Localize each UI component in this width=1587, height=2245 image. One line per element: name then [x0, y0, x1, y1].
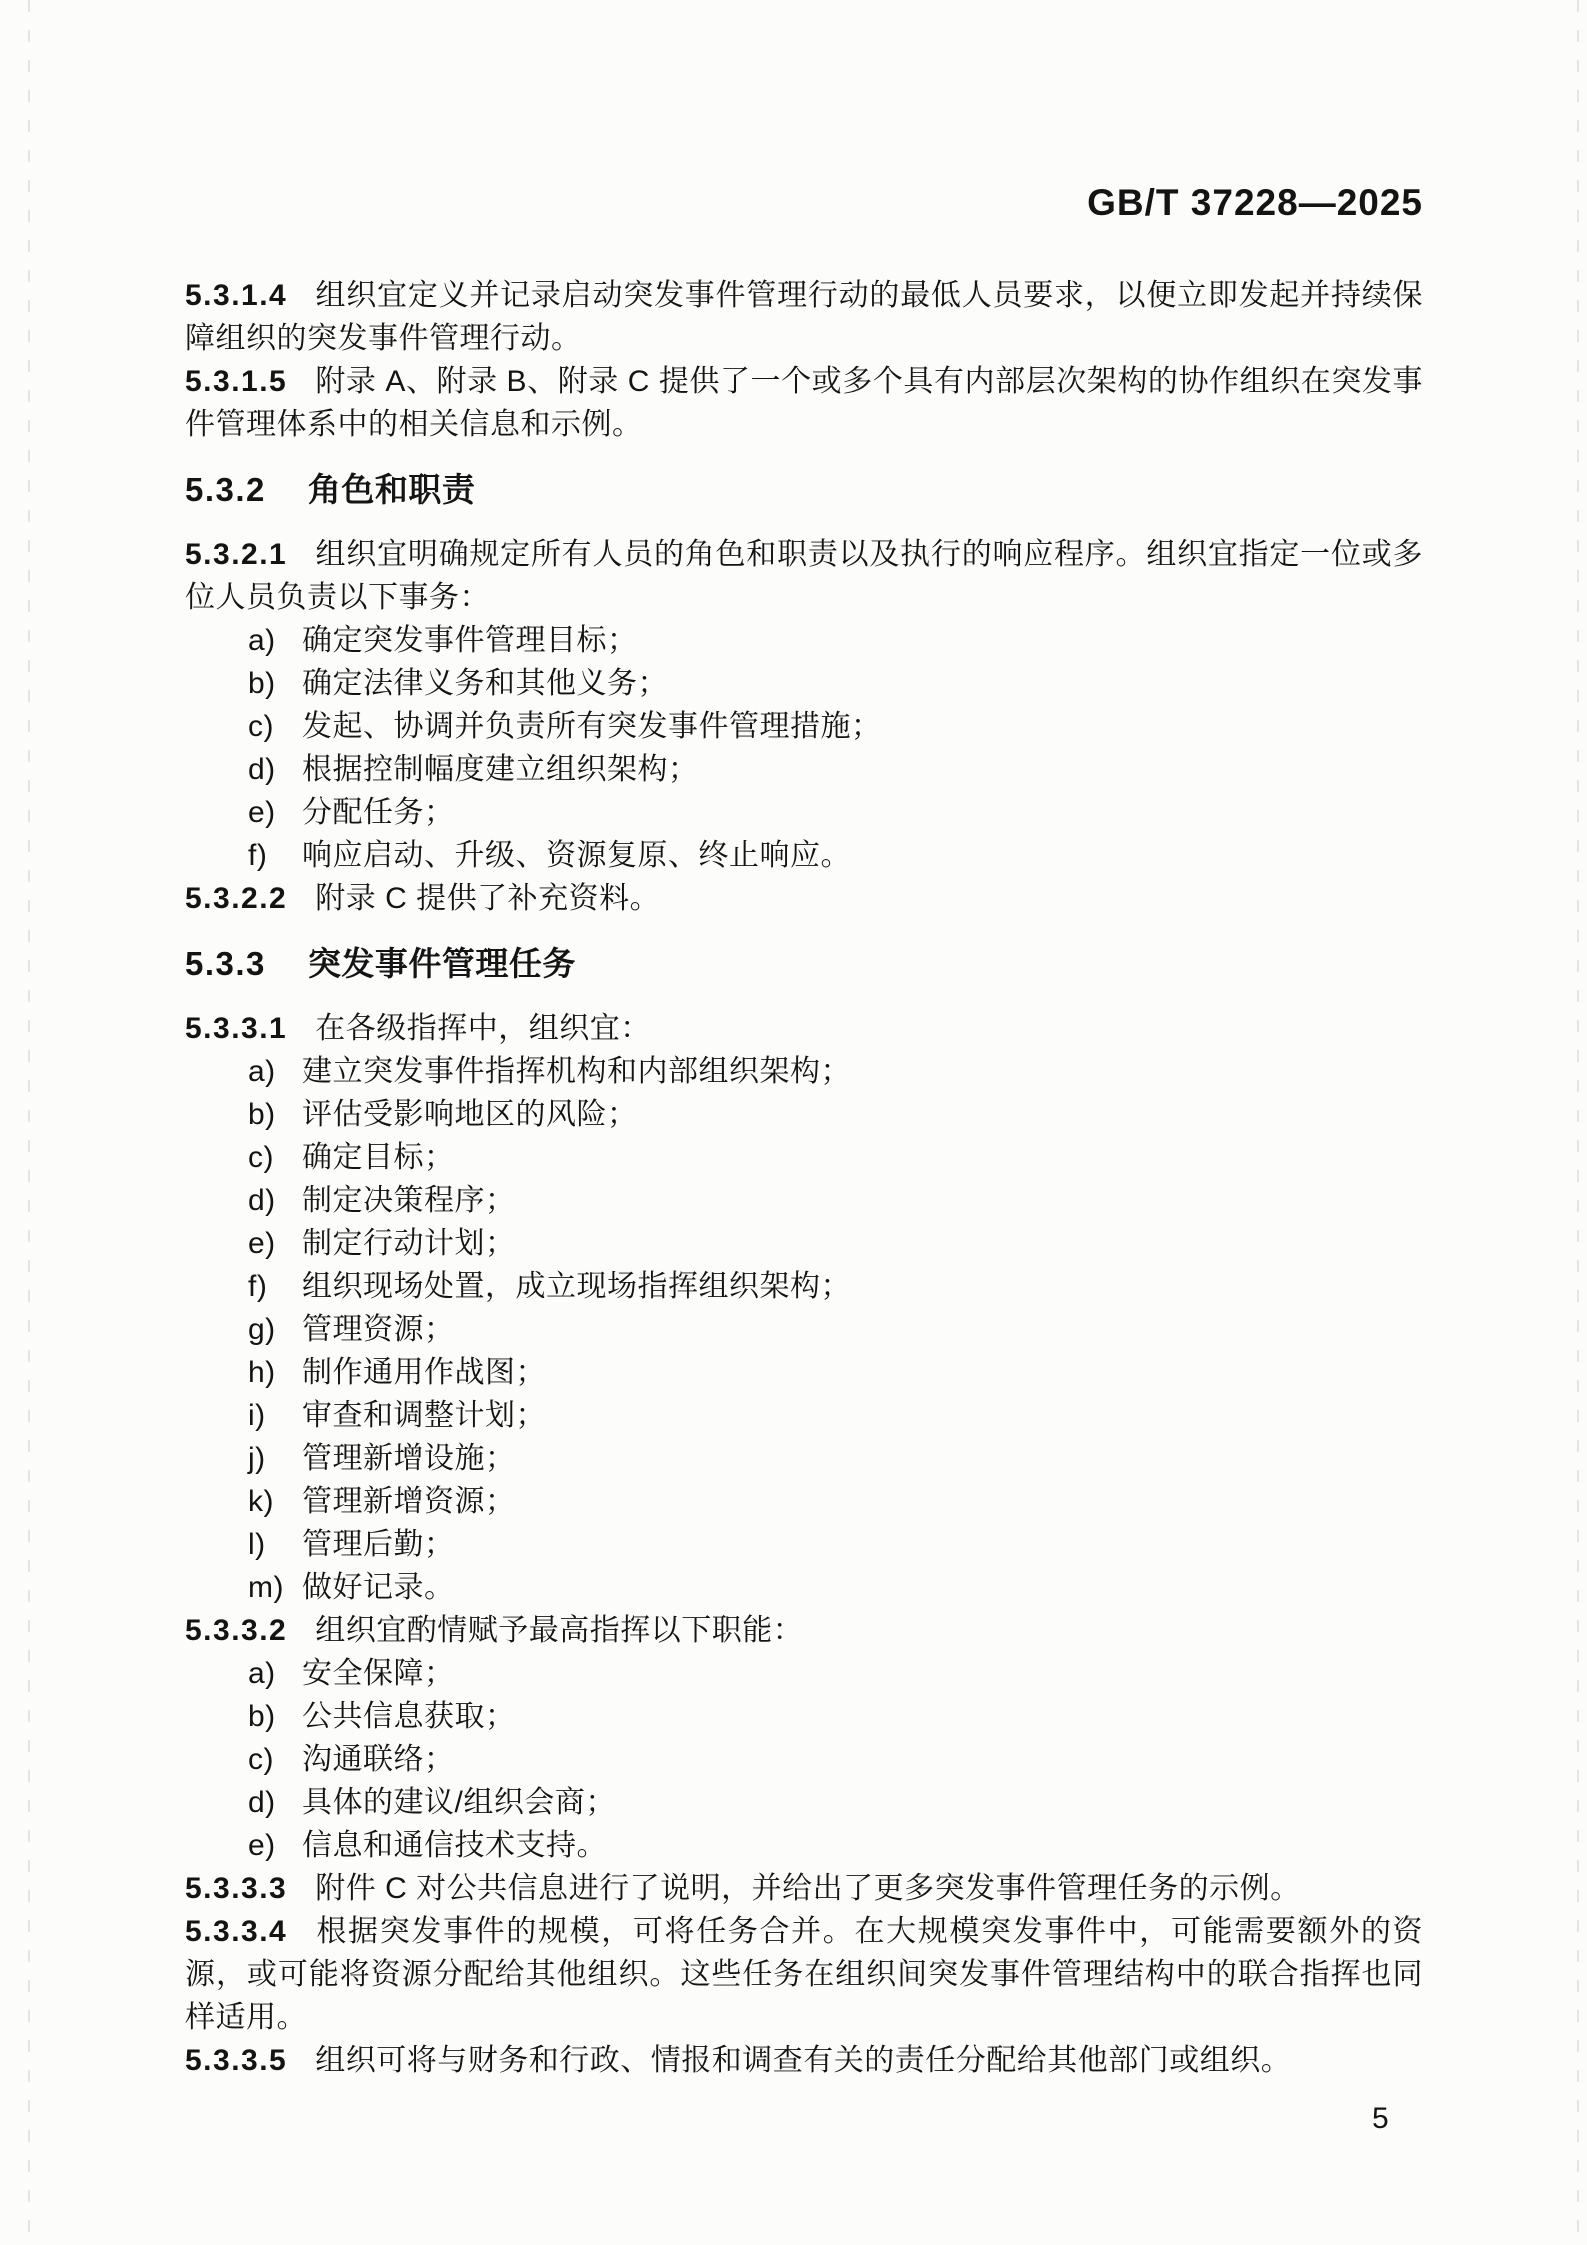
scan-artifact-right-line [1577, 0, 1579, 2245]
list-item-marker: a) [248, 1657, 276, 1690]
section-title: 角色和职责 [307, 471, 476, 508]
list-item-marker: d) [248, 1184, 276, 1217]
list-item [185, 1437, 1423, 1480]
clause-number: 5.3.3.1 [185, 1012, 288, 1045]
list-item-marker: i) [248, 1399, 266, 1432]
list-item-text: 发起、协调并负责所有突发事件管理措施； [302, 710, 882, 743]
clause-paragraph [185, 360, 1423, 446]
section-heading [185, 942, 1423, 985]
clause-text: 组织可将与财务和行政、情报和调查有关的责任分配给其他部门或组织。 [315, 2044, 1292, 2077]
list-item-text: 制作通用作战图； [302, 1356, 546, 1389]
list-item [185, 1652, 1423, 1695]
list-item-marker: a) [248, 624, 276, 657]
document-body [185, 274, 1423, 2082]
list-item [185, 1265, 1423, 1308]
clause-paragraph [185, 1867, 1423, 1910]
list-item-marker: b) [248, 1700, 276, 1733]
clause-text: 组织宜酌情赋予最高指挥以下职能： [315, 1614, 804, 1647]
list-item [185, 1824, 1423, 1867]
list-item [185, 619, 1423, 662]
clause-text: 根据突发事件的规模，可将任务合并。在大规模突发事件中，可能需要额外的资源，或可能将资源分配给其他组织。这些任务在组织间突发事件管理结构中的联合指挥也同样适用。 [185, 1915, 1423, 2034]
list-item [185, 791, 1423, 834]
list-item-text: 分配任务； [302, 796, 455, 829]
list-item-text: 制定决策程序； [302, 1184, 516, 1217]
clause-list [185, 1652, 1423, 1867]
list-item-marker: a) [248, 1055, 276, 1088]
list-item-text: 审查和调整计划； [302, 1399, 546, 1432]
list-item [185, 1136, 1423, 1179]
list-item-text: 建立突发事件指挥机构和内部组织架构； [302, 1055, 851, 1088]
list-item [185, 1222, 1423, 1265]
list-item-marker: g) [248, 1313, 276, 1346]
list-item-marker: k) [248, 1485, 274, 1518]
list-item-marker: m) [248, 1571, 284, 1604]
list-item-text: 管理新增资源； [302, 1485, 516, 1518]
list-item-text: 公共信息获取； [302, 1700, 516, 1733]
list-item-text: 做好记录。 [302, 1571, 455, 1604]
clause-number: 5.3.2.2 [185, 882, 288, 915]
section-title: 突发事件管理任务 [307, 945, 576, 982]
clause-paragraph [185, 1910, 1423, 2039]
clause-number: 5.3.1.4 [185, 279, 288, 312]
clause-paragraph [185, 1007, 1423, 1050]
list-item-text: 评估受影响地区的风险； [302, 1098, 638, 1131]
section-number: 5.3.2 [185, 471, 266, 508]
list-item [185, 1308, 1423, 1351]
clause-paragraph [185, 2039, 1423, 2082]
clause-paragraph [185, 533, 1423, 619]
section-heading [185, 468, 1423, 511]
list-item-marker: h) [248, 1356, 276, 1389]
list-item [185, 1351, 1423, 1394]
list-item-marker: e) [248, 796, 276, 829]
page-number: 5 [1372, 2102, 1389, 2135]
clause-number: 5.3.3.5 [185, 2044, 288, 2077]
list-item-marker: e) [248, 1227, 276, 1260]
clause-list [185, 619, 1423, 877]
list-item [185, 1781, 1423, 1824]
list-item-text: 信息和通信技术支持。 [302, 1829, 607, 1862]
list-item-text: 确定目标； [302, 1141, 455, 1174]
list-item-text: 确定突发事件管理目标； [302, 624, 638, 657]
clause-text: 附录 A、附录 B、附录 C 提供了一个或多个具有内部层次架构的协作组织在突发事件管理体系中的相关信息和示例。 [185, 365, 1423, 441]
list-item [185, 1179, 1423, 1222]
clause-text: 在各级指挥中，组织宜： [315, 1012, 651, 1045]
list-item [185, 1566, 1423, 1609]
list-item-marker: c) [248, 1743, 274, 1776]
list-item-marker: f) [248, 839, 268, 872]
list-item-text: 确定法律义务和其他义务； [302, 667, 668, 700]
list-item-text: 制定行动计划； [302, 1227, 516, 1260]
clause-number: 5.3.1.5 [185, 365, 288, 398]
clause-paragraph [185, 274, 1423, 360]
list-item-text: 安全保障； [302, 1657, 455, 1690]
list-item-text: 沟通联络； [302, 1743, 455, 1776]
section-number: 5.3.3 [185, 945, 266, 982]
clause-paragraph [185, 877, 1423, 920]
clause-text: 附件 C 对公共信息进行了说明，并给出了更多突发事件管理任务的示例。 [315, 1872, 1301, 1905]
list-item [185, 1523, 1423, 1566]
list-item-marker: l) [248, 1528, 266, 1561]
list-item [185, 1093, 1423, 1136]
list-item-text: 管理新增设施； [302, 1442, 516, 1475]
list-item-marker: d) [248, 1786, 276, 1819]
list-item-text: 响应启动、升级、资源复原、终止响应。 [302, 839, 851, 872]
clause-text: 附录 C 提供了补充资料。 [315, 882, 661, 915]
list-item-marker: b) [248, 1098, 276, 1131]
clause-paragraph [185, 1609, 1423, 1652]
clause-number: 5.3.3.4 [185, 1915, 288, 1948]
list-item [185, 1394, 1423, 1437]
clause-number: 5.3.2.1 [185, 538, 288, 571]
list-item-text: 管理后勤； [302, 1528, 455, 1561]
list-item-marker: e) [248, 1829, 276, 1862]
list-item [185, 1050, 1423, 1093]
list-item-marker: d) [248, 753, 276, 786]
list-item [185, 1695, 1423, 1738]
list-item [185, 748, 1423, 791]
list-item [185, 1480, 1423, 1523]
list-item [185, 662, 1423, 705]
list-item-marker: f) [248, 1270, 268, 1303]
clause-list [185, 1050, 1423, 1609]
list-item-text: 组织现场处置，成立现场指挥组织架构； [302, 1270, 851, 1303]
list-item [185, 834, 1423, 877]
list-item [185, 1738, 1423, 1781]
standard-code-header: GB/T 37228—2025 [1087, 182, 1423, 223]
scan-artifact-left-line [28, 0, 30, 2245]
clause-number: 5.3.3.3 [185, 1872, 288, 1905]
list-item-marker: c) [248, 710, 274, 743]
clause-text: 组织宜明确规定所有人员的角色和职责以及执行的响应程序。组织宜指定一位或多位人员负责以下事务： [185, 538, 1423, 614]
list-item-marker: c) [248, 1141, 274, 1174]
list-item-marker: j) [248, 1442, 266, 1475]
clause-text: 组织宜定义并记录启动突发事件管理行动的最低人员要求，以便立即发起并持续保障组织的突发事件管理行动。 [185, 279, 1423, 355]
list-item-marker: b) [248, 667, 276, 700]
list-item-text: 具体的建议/组织会商； [302, 1786, 616, 1819]
list-item [185, 705, 1423, 748]
list-item-text: 根据控制幅度建立组织架构； [302, 753, 699, 786]
clause-number: 5.3.3.2 [185, 1614, 288, 1647]
list-item-text: 管理资源； [302, 1313, 455, 1346]
